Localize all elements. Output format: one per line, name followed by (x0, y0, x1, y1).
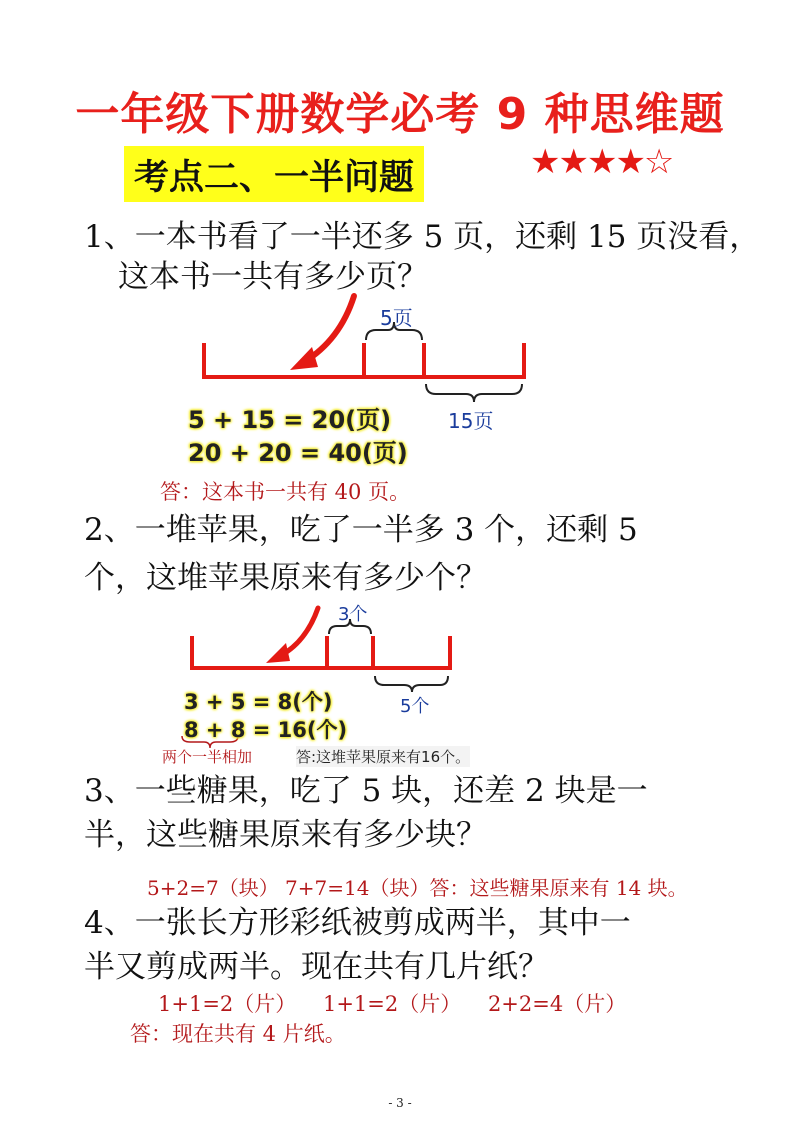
q3-answer: 5+2=7（块） 7+7=14（块）答：这些糖果原来有 14 块。 (147, 876, 688, 900)
question-2-line-2: 个，这堆苹果原来有多少个？ (84, 560, 487, 596)
q2-calc-2: 8 + 8 = 16(个) (184, 718, 348, 742)
q1-label-bottom: 15页 (448, 409, 494, 433)
empty-star-icon: ☆ (643, 142, 673, 182)
filled-stars-icon: ★★★★ (530, 142, 644, 182)
section-heading: 考点二、一半问题 (124, 146, 424, 202)
q2-calc-1: 3 + 5 = 8(个) (184, 690, 333, 714)
question-3-line-1: 3、一些糖果，吃了 5 块，还差 2 块是一 (84, 773, 648, 809)
q2-brace-bottom (375, 676, 448, 692)
q1-brace-bottom (426, 384, 522, 402)
question-4-line-1: 4、一张长方形彩纸被剪成两半，其中一 (84, 905, 631, 941)
q2-line-diagram (192, 636, 450, 670)
q1-line-diagram (204, 343, 524, 379)
q1-calc-1: 5 + 15 = 20(页) (188, 406, 392, 434)
q1-label-top: 5页 (380, 306, 413, 330)
q2-arrow-icon (266, 608, 318, 663)
q1-arrow-icon (290, 296, 354, 370)
q2-answer: 答:这堆苹果原来有16个。 (296, 748, 471, 766)
question-1-line-1: 1、一本书看了一半还多 5 页，还剩 15 页没看， (84, 219, 761, 255)
q4-answer: 答：现在共有 4 片纸。 (130, 1022, 346, 1046)
question-3-line-2: 半，这些糖果原来有多少块？ (84, 817, 487, 853)
q4-calc: 1+1=2（片） 1+1=2（片） 2+2=4（片） (158, 992, 627, 1016)
q2-label-top: 3个 (338, 604, 368, 625)
question-1-line-2: 这本书一共有多少页？ (118, 259, 428, 295)
question-4-line-2: 半又剪成两半。现在共有几片纸？ (84, 949, 549, 985)
q1-calc-2: 20 + 20 = 40(页) (188, 439, 408, 467)
q2-label-bottom: 5个 (400, 696, 430, 717)
q2-note: 两个一半相加 (162, 748, 253, 766)
page-number: - 3 - (388, 1096, 412, 1110)
q1-answer: 答：这本书一共有 40 页。 (160, 480, 411, 504)
question-2-line-1: 2、一堆苹果，吃了一半多 3 个，还剩 5 (84, 512, 638, 548)
page-title: 一年级下册数学必考 9 种思维题 (75, 89, 725, 140)
